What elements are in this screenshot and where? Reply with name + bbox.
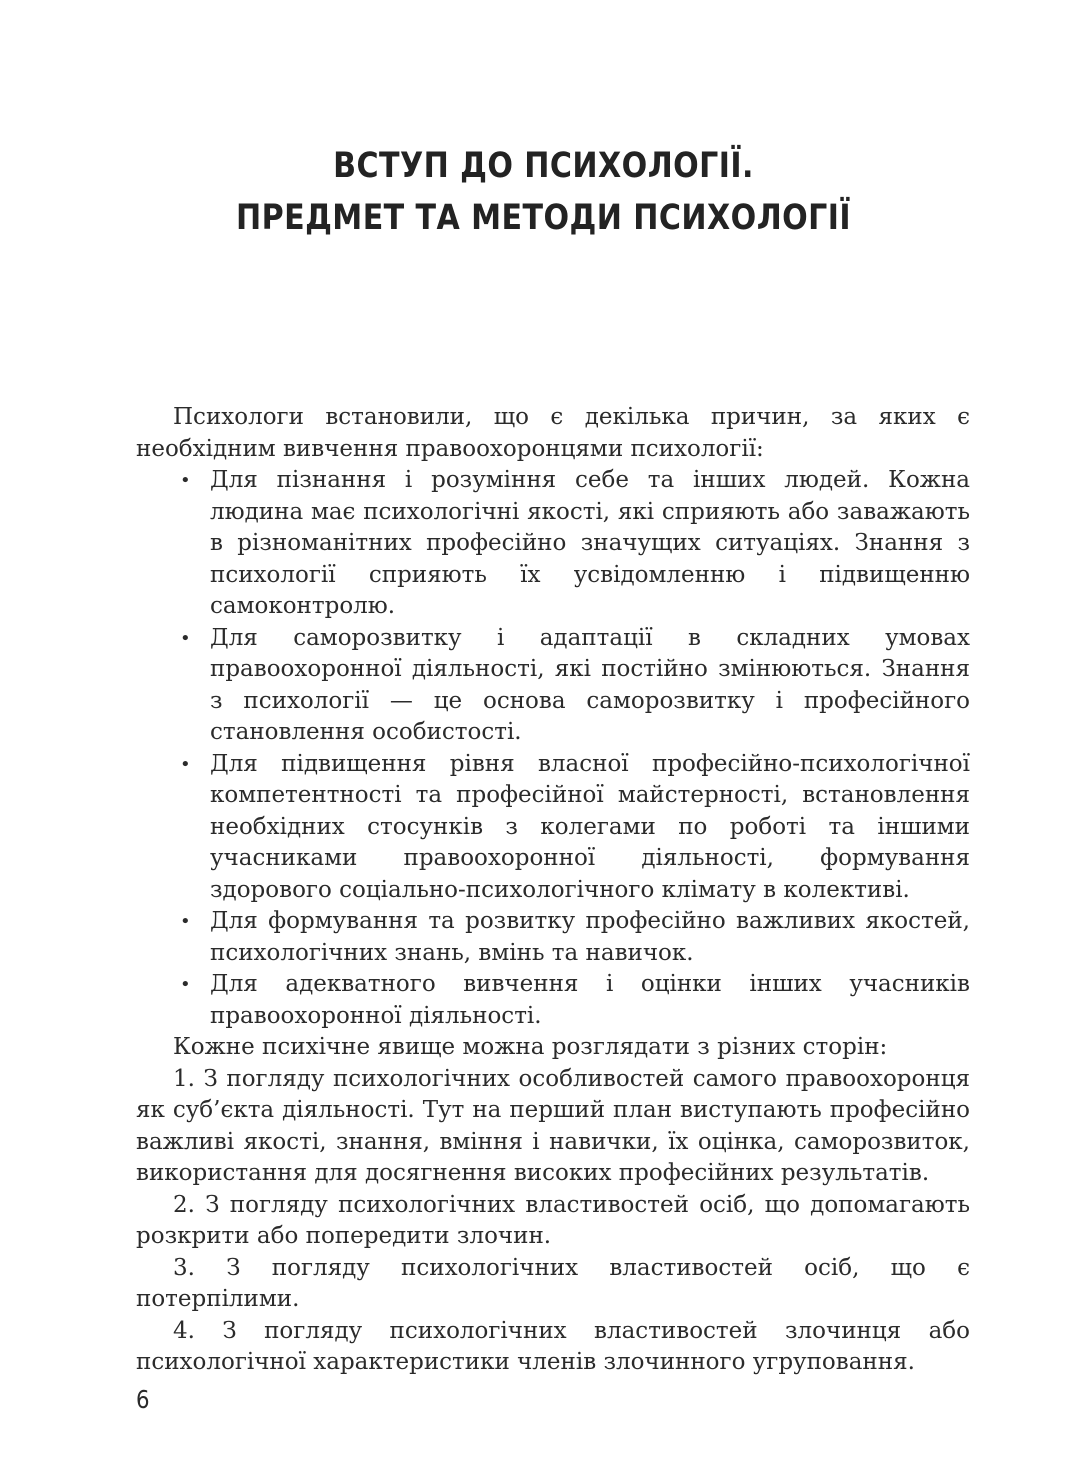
list-item: [180, 969, 970, 1032]
list-item-text: Для підвищення рівня власної професійно-психологічної компетентності та професійної майстерності, встановлення необхідних стосунків з колегами по роботі та іншими учасниками правоохоронної діяльності, формування здорового соціально-психологічного клімату в колективі.: [210, 750, 970, 903]
list-item-text: Для пізнання і розуміння себе та інших людей. Кожна людина має психологічні якості, які сприяють або заважають в різноманітних професійно значущих ситуаціях. Знання з психології сприяють їх усвідомленню і підвищенню самоконтролю.: [210, 467, 970, 619]
chapter-title-line-1: ВСТУП ДО ПСИХОЛОГІЇ.: [333, 146, 754, 186]
list-item: [180, 623, 970, 749]
bullet-icon: •: [180, 753, 191, 775]
intro-paragraph: Психологи встановили, що є декілька причин, за яких є необхідним вивчення правоохоронцями психології:: [136, 404, 970, 462]
page-number: 6: [136, 1385, 150, 1414]
aspect-paragraph-2: 2. З погляду психологічних властивостей осіб, що допомагають розкрити або попередити злочин.: [136, 1191, 970, 1249]
list-item-text: Для адекватного вивчення і оцінки інших учасників правоохоронної діяльності.: [210, 971, 970, 1029]
list-item: [180, 465, 970, 623]
bullet-icon: •: [180, 974, 191, 995]
aspect-paragraph-3: 3. З погляду психологічних властивостей осіб, що є потерпілими.: [136, 1254, 970, 1312]
aspects-intro-paragraph: Кожне психічне явище можна розглядати з різних сторін:: [173, 1034, 888, 1060]
bullet-icon: •: [180, 470, 191, 491]
body-text: [136, 402, 970, 1379]
list-item: [180, 906, 970, 969]
aspect-paragraph-1: 1. З погляду психологічних особливостей самого правоохоронця як суб’єкта діяльності. Тут на перший план виступають професійно важливі якості, знання, вміння і навички, їх оцінка, саморозвиток, використання для досягнення високих професійних результатів.: [136, 1065, 970, 1186]
chapter-title: [76, 140, 1011, 244]
reasons-list: [136, 465, 970, 1032]
chapter-title-line-2: ПРЕДМЕТ ТА МЕТОДИ ПСИХОЛОГІЇ: [235, 198, 852, 238]
list-item-text: Для формування та розвитку професійно важливих якостей, психологічних знань, вмінь та навичок.: [210, 908, 970, 966]
list-item-text: Для саморозвитку і адаптації в складних умовах правоохоронної діяльності, які постійно змінюються. Знання з психології — це основа саморозвитку і професійного становлення особистості.: [210, 624, 970, 745]
bullet-icon: •: [180, 627, 191, 649]
aspect-paragraph-4: 4. З погляду психологічних властивостей злочинця або психологічної характеристики членів злочинного угруповання.: [136, 1317, 970, 1375]
bullet-icon: •: [180, 911, 191, 932]
list-item: [180, 749, 970, 907]
